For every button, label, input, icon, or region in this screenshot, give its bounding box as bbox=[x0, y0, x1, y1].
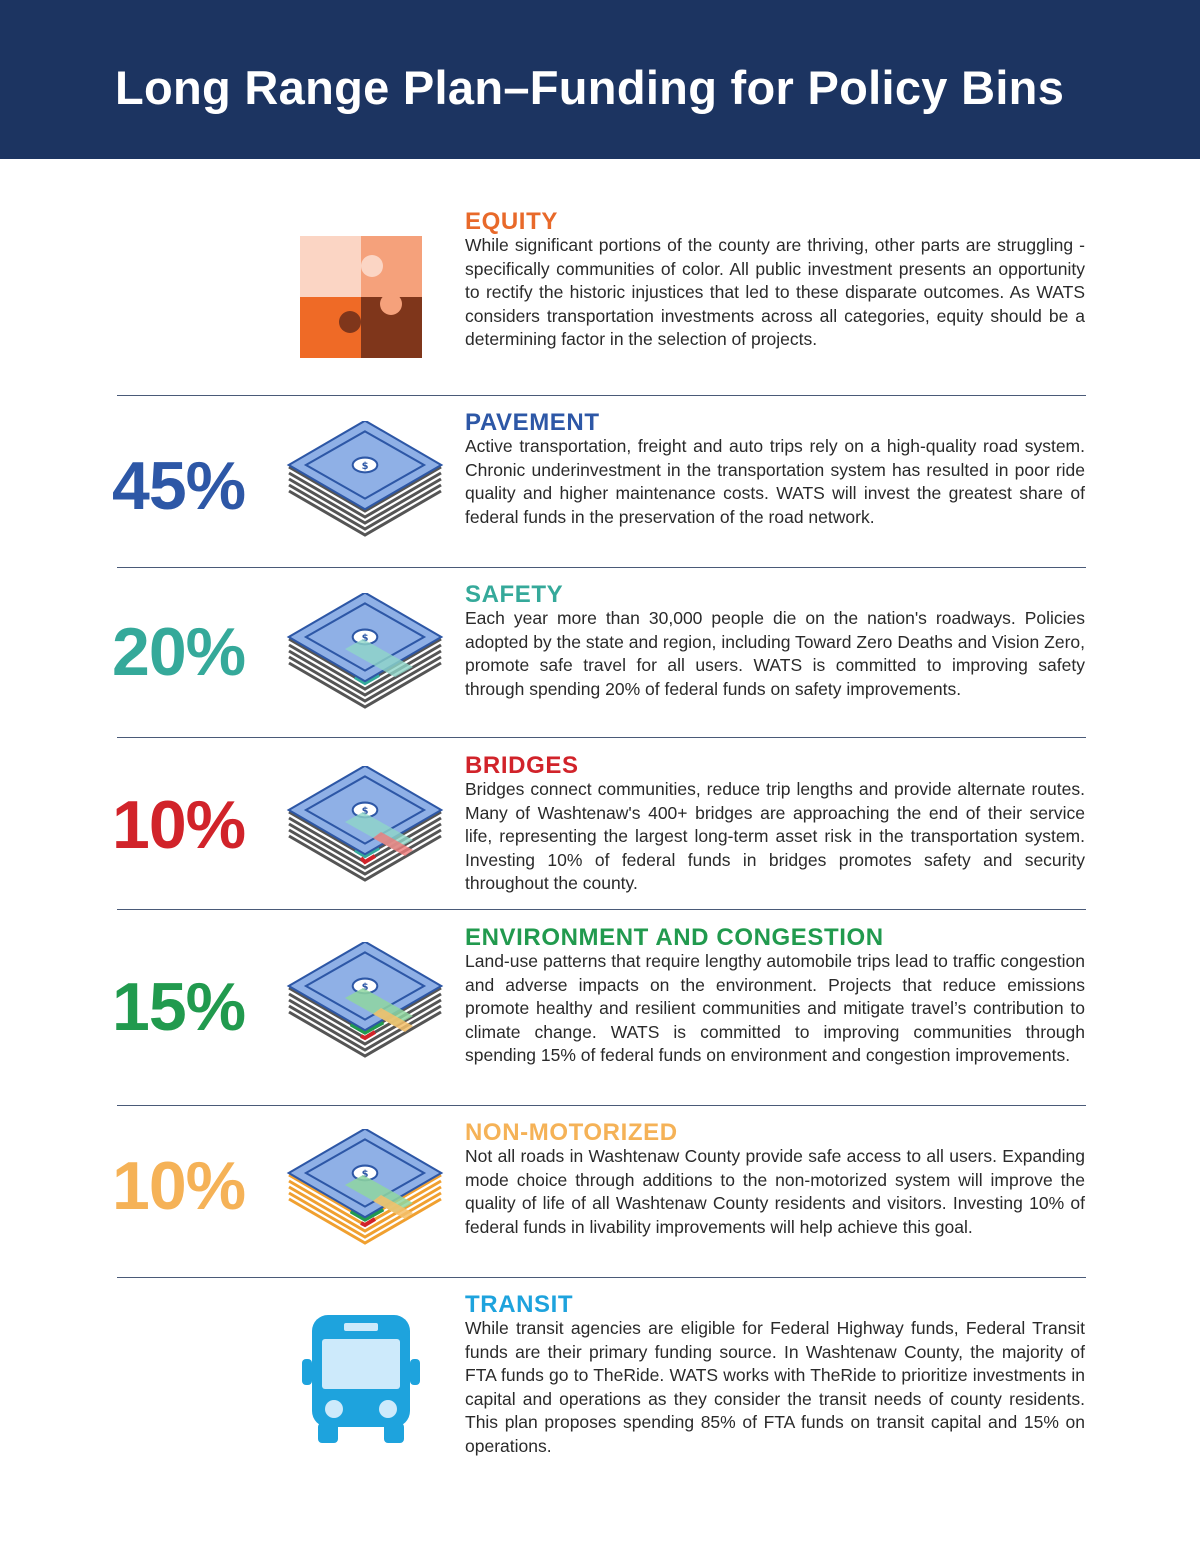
money-stack-icon bbox=[280, 593, 450, 713]
money-stack-icon bbox=[280, 1129, 450, 1249]
pavement-body: Active transportation, freight and auto trips rely on a high-quality road system. Chronic underinvestment in the transportation system has resulted in poor ride quality and higher maintenance costs. WATS will invest the greatest share of federal funds in the preservation of the road network. bbox=[465, 436, 1085, 527]
bridges-body: Bridges connect communities, reduce trip lengths and provide alternate routes. Many of Washtenaw's 400+ bridges are approaching the end of their service life, representing the largest long-term asset risk in the transportation system. Investing 10% of federal funds in bridges promotes safety and security throughout the county. bbox=[465, 779, 1085, 893]
pavement-heading: PAVEMENT bbox=[465, 409, 600, 436]
nonmotorized-body: Not all roads in Washtenaw County provide safe access to all users. Expanding mode choice through additions to the non-motorized system will improve the quality of life of all Washtenaw County residents and visitors. Investing 10% of federal funds in livability improvements will help achieve this goal. bbox=[465, 1146, 1085, 1237]
transit-heading: TRANSIT bbox=[465, 1291, 574, 1318]
divider bbox=[117, 395, 1086, 396]
page-header bbox=[0, 0, 1200, 159]
money-stack-icon bbox=[280, 766, 450, 886]
equity-body: While significant portions of the county are thriving, other parts are struggling - specifically communities of color. All public investment presents an opportunity to rectify the historic injustices that led to these disparate outcomes. As WATS considers transportation investments across all categories, equity should be a determining factor in the selection of projects. bbox=[465, 235, 1085, 349]
equity-heading: EQUITY bbox=[465, 208, 558, 235]
divider bbox=[117, 567, 1086, 568]
pavement-percent: 45% bbox=[112, 448, 246, 524]
transit-body: While transit agencies are eligible for Federal Highway funds, Federal Transit funds are their primary funding source. In Washtenaw County, the majority of FTA funds go to TheRide. WATS works with TheRide to prioritize investments in capital and operations as they consider the transit needs of county residents. This plan proposes spending 85% of FTA funds on transit capital and 15% on operations. bbox=[465, 1318, 1085, 1456]
environment-heading: ENVIRONMENT AND CONGESTION bbox=[465, 924, 884, 951]
environment-body: Land-use patterns that require lengthy automobile trips lead to traffic congestion and adverse impacts on the environment. Projects that reduce emissions promote healthy and resilient communities and mitigate travel’s contribution to climate change. WATS is committed to improving communities through spending 15% of federal funds on environment and congestion improvements. bbox=[465, 951, 1085, 1065]
nonmotorized-heading: NON-MOTORIZED bbox=[465, 1119, 678, 1146]
bridges-percent: 10% bbox=[112, 787, 246, 863]
divider bbox=[117, 1105, 1086, 1106]
divider bbox=[117, 1277, 1086, 1278]
bridges-heading: BRIDGES bbox=[465, 752, 579, 779]
money-stack-icon bbox=[280, 421, 450, 541]
page-title: Long Range Plan–Funding for Policy Bins bbox=[115, 61, 1065, 114]
safety-heading: SAFETY bbox=[465, 581, 564, 608]
divider bbox=[117, 737, 1086, 738]
puzzle-icon bbox=[298, 234, 424, 358]
money-stack-icon bbox=[280, 942, 450, 1062]
divider bbox=[117, 909, 1086, 910]
nonmotorized-percent: 10% bbox=[112, 1148, 246, 1224]
safety-body: Each year more than 30,000 people die on the nation's roadways. Policies adopted by the state and region, including Toward Zero Deaths and Vision Zero, promote safe travel for all users. WATS is committed to improving safety through spending 20% of federal funds on safety improvements. bbox=[465, 608, 1085, 699]
environment-percent: 15% bbox=[112, 969, 246, 1045]
bus-icon bbox=[298, 1313, 424, 1445]
safety-percent: 20% bbox=[112, 614, 246, 690]
